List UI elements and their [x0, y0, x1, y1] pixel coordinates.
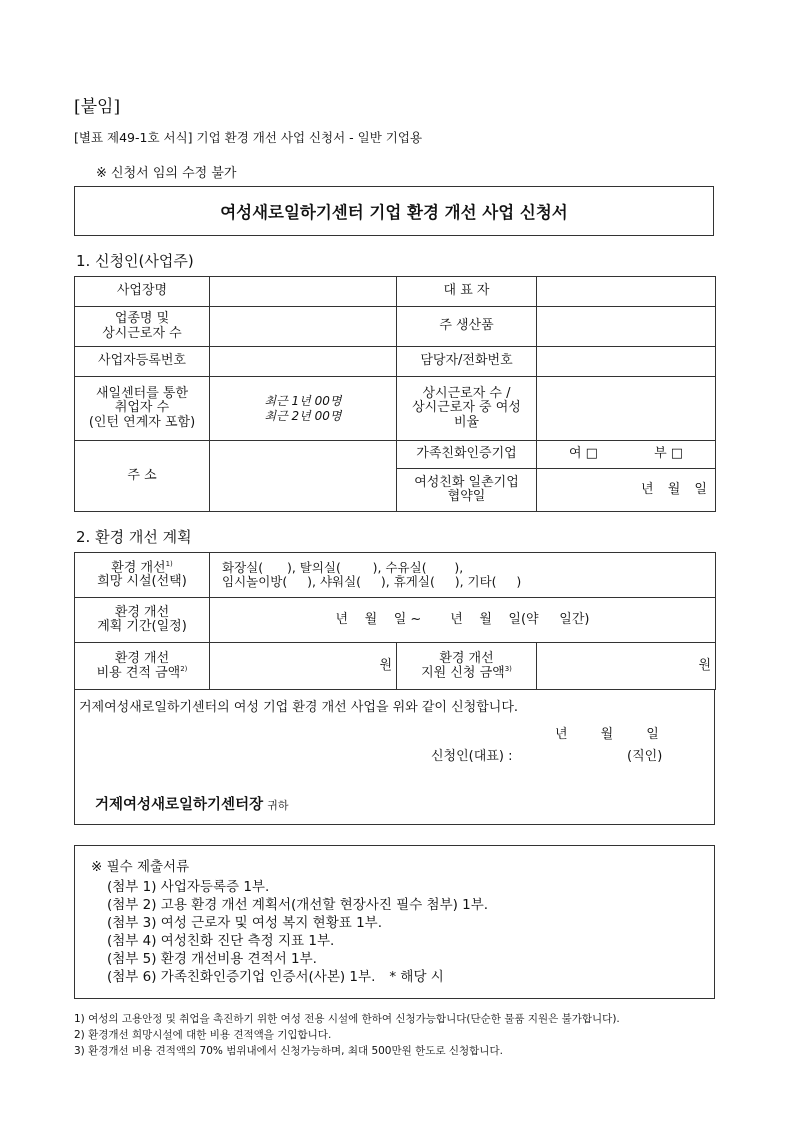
business-name-label: 사업장명 [75, 277, 210, 307]
employed-label-line1: 새일센터를 통한 [95, 386, 189, 402]
required-doc-item: (첨부 2) 고용 환경 개선 계획서(개선할 현장사진 필수 첨부) 1부. [107, 897, 489, 913]
required-doc-item: (첨부 5) 환경 개선비용 견적서 1부. [107, 951, 317, 967]
business-name-field[interactable] [210, 277, 397, 307]
required-doc-item-6 [107, 968, 488, 986]
reg-no-label: 사업자등록번호 [75, 347, 210, 377]
support-label-line1: 환경 개선 [439, 650, 494, 666]
representative-label: 대 표 자 [397, 277, 537, 307]
representative-field[interactable] [537, 277, 716, 307]
ratio-label-line1: 상시근로자 수 / [422, 386, 511, 402]
no-modify-note: ※ 신청서 임의 수정 불가 [96, 166, 237, 181]
cost-field[interactable]: 원 [210, 643, 397, 690]
declaration-date[interactable]: 년 월 일 [555, 727, 659, 742]
recipient [95, 793, 289, 814]
main-product-field[interactable] [537, 307, 716, 347]
support-label-text: 지원 신청 금액 [421, 665, 505, 681]
reg-no-field[interactable] [210, 347, 397, 377]
address-label: 주 소 [75, 441, 210, 512]
required-docs-list [107, 878, 488, 986]
facility-label [75, 553, 210, 598]
section2-heading: 2. 환경 개선 계획 [76, 528, 192, 546]
contact-field[interactable] [537, 347, 716, 377]
family-cert-label: 가족친화인증기업 [397, 441, 537, 469]
address-field[interactable] [210, 441, 397, 512]
industry-label-line1: 업종명 및 [114, 311, 170, 327]
required-doc-item: (첨부 4) 여성친화 진단 측정 지표 1부. [107, 933, 335, 949]
cost-label [75, 643, 210, 690]
contact-label: 담당자/전화번호 [397, 347, 537, 377]
required-docs-heading: ※ 필수 제출서류 [91, 859, 190, 875]
required-docs-box [74, 845, 715, 999]
employed-value-1: 최근 1년 00명 [264, 394, 342, 409]
period-field[interactable]: 년 월 일 ~ 년 월 일(약 일간) [210, 598, 716, 643]
family-cert-yes-checkbox[interactable]: 여 □ [568, 446, 598, 462]
form-title [74, 186, 714, 236]
period-label [75, 598, 210, 643]
cost-label-line1: 환경 개선 [114, 650, 170, 666]
footnote-1: 1) 여성의 고용안정 및 취업을 촉진하기 위한 여성 전용 시설에 한하여 신청가능합니다(단순한 물품 지원은 불가합니다). [74, 1013, 620, 1025]
applicant-table [74, 276, 716, 512]
agreement-date-field[interactable]: 년 월 일 [537, 469, 716, 512]
ratio-label [397, 377, 537, 441]
footnote-3: 3) 환경개선 비용 견적액의 70% 범위내에서 신청가능하며, 최대 500만원 한도로 신청합니다. [74, 1045, 503, 1057]
required-doc-item-text: (첨부 6) 가족친화인증기업 인증서(사본) 1부. [107, 969, 376, 985]
recipient-honorific: 귀하 [267, 799, 289, 812]
recipient-name: 거제여성새로일하기센터장 [95, 797, 264, 813]
facility-label-line2: 희망 시설(선택) [97, 574, 187, 590]
main-product-label: 주 생산품 [397, 307, 537, 347]
facility-options-line2: 임시놀이방( ), 샤워실( ), 휴게실( ), 기타( ) [222, 574, 522, 589]
employed-value-2: 최근 2년 00명 [264, 408, 342, 423]
ratio-label-line2: 상시근로자 중 여성 [412, 400, 521, 416]
support-label [397, 643, 537, 690]
industry-label-line2: 상시근로자 수 [102, 325, 182, 341]
footnote-2-marker: 2) [180, 664, 188, 673]
footnote-1-marker: 1) [165, 559, 173, 568]
footnote-2: 2) 환경개선 희망시설에 대한 비용 견적액을 기입합니다. [74, 1029, 332, 1041]
required-doc-item: (첨부 3) 여성 근로자 및 여성 복지 현황표 1부. [107, 915, 382, 931]
industry-field[interactable] [210, 307, 397, 347]
support-field[interactable]: 원 [537, 643, 716, 690]
section1-heading: 1. 신청인(사업주) [76, 252, 194, 270]
industry-label [75, 307, 210, 347]
footnote-3-marker: 3) [504, 664, 512, 673]
attachment-label: [붙임] [74, 97, 121, 117]
facility-options-field[interactable] [210, 553, 716, 598]
ratio-field[interactable] [537, 377, 716, 441]
cost-label-text: 비용 견적 금액 [96, 665, 181, 681]
ratio-label-line3: 비율 [453, 414, 480, 430]
required-doc-item-note: * 해당 시 [389, 969, 444, 985]
applicant-label: 신청인(대표) : [431, 749, 513, 764]
declaration-text: 거제여성새로일하기센터의 여성 기업 환경 개선 사업을 위와 같이 신청합니다. [79, 700, 519, 715]
form-title-text: 여성새로일하기센터 기업 환경 개선 사업 신청서 [220, 203, 568, 222]
employed-label-line3: (인턴 연계자 포함) [88, 414, 196, 430]
declaration-box [74, 689, 715, 825]
agreement-label [397, 469, 537, 512]
cost-label-line2 [79, 666, 205, 681]
facility-options-line1: 화장실( ), 탈의실( ), 수유실( ), [222, 560, 464, 576]
family-cert-no-checkbox[interactable]: 부 □ [654, 446, 684, 462]
plan-table [74, 552, 716, 690]
facility-label-text: 환경 개선 [111, 559, 166, 575]
employed-label-line2: 취업자 수 [114, 400, 170, 416]
period-label-line2: 계획 기간(일정) [97, 619, 187, 634]
period-label-line1: 환경 개선 [114, 604, 170, 620]
employed-field[interactable] [210, 377, 397, 441]
family-cert-field [537, 441, 716, 469]
support-label-line2 [401, 666, 532, 681]
form-subtitle: [별표 제49-1호 서식] 기업 환경 개선 사업 신청서 - 일반 기업용 [74, 130, 423, 145]
employed-label [75, 377, 210, 441]
agreement-label-line1: 여성친화 일촌기업 [414, 474, 519, 490]
required-doc-item: (첨부 1) 사업자등록증 1부. [107, 879, 270, 895]
seal-label: (직인) [627, 749, 663, 764]
agreement-label-line2: 협약일 [447, 489, 486, 504]
facility-label-line1 [79, 561, 205, 576]
